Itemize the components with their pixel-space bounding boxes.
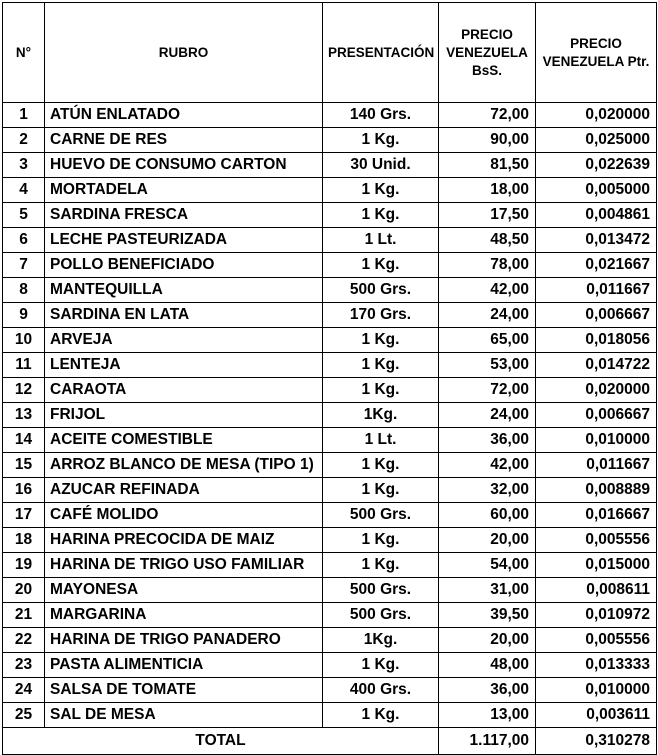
row-rubro: SARDINA EN LATA — [45, 303, 323, 328]
row-presentacion: 1Kg. — [323, 628, 439, 653]
table-row — [3, 703, 657, 728]
header-precio-bs-line2: VENEZUELA — [446, 44, 528, 60]
table-row — [3, 553, 657, 578]
row-precio-ptr: 0,010000 — [536, 428, 657, 453]
header-rubro: RUBRO — [45, 3, 323, 103]
total-row — [3, 728, 657, 755]
table-row — [3, 578, 657, 603]
row-rubro: HUEVO DE CONSUMO CARTON — [45, 153, 323, 178]
row-precio-ptr: 0,011667 — [536, 453, 657, 478]
row-precio-bs: 17,50 — [439, 203, 536, 228]
table-body — [3, 103, 657, 728]
row-rubro: MANTEQUILLA — [45, 278, 323, 303]
row-rubro: SARDINA FRESCA — [45, 203, 323, 228]
row-precio-bs: 72,00 — [439, 378, 536, 403]
row-rubro: LENTEJA — [45, 353, 323, 378]
row-presentacion: 1 Kg. — [323, 328, 439, 353]
row-precio-bs: 36,00 — [439, 428, 536, 453]
row-rubro: CARAOTA — [45, 378, 323, 403]
row-num: 21 — [3, 603, 45, 628]
header-presentacion: PRESENTACIÓN — [323, 3, 439, 103]
row-rubro: MORTADELA — [45, 178, 323, 203]
row-precio-ptr: 0,005000 — [536, 178, 657, 203]
table-header — [3, 3, 657, 103]
row-precio-bs: 54,00 — [439, 553, 536, 578]
row-presentacion: 1 Kg. — [323, 253, 439, 278]
table-row — [3, 203, 657, 228]
row-presentacion: 140 Grs. — [323, 103, 439, 128]
row-precio-bs: 53,00 — [439, 353, 536, 378]
row-num: 19 — [3, 553, 45, 578]
row-precio-bs: 78,00 — [439, 253, 536, 278]
row-presentacion: 1 Kg. — [323, 553, 439, 578]
row-precio-bs: 24,00 — [439, 303, 536, 328]
row-rubro: MARGARINA — [45, 603, 323, 628]
row-precio-ptr: 0,006667 — [536, 403, 657, 428]
row-num: 25 — [3, 703, 45, 728]
header-precio-ptr-line2: VENEZUELA Ptr. — [542, 53, 650, 69]
row-num: 20 — [3, 578, 45, 603]
table-row — [3, 403, 657, 428]
row-precio-bs: 48,50 — [439, 228, 536, 253]
row-precio-ptr: 0,015000 — [536, 553, 657, 578]
row-num: 22 — [3, 628, 45, 653]
table-row — [3, 678, 657, 703]
row-precio-ptr: 0,020000 — [536, 378, 657, 403]
row-rubro: SALSA DE TOMATE — [45, 678, 323, 703]
row-rubro: ARVEJA — [45, 328, 323, 353]
row-precio-bs: 32,00 — [439, 478, 536, 503]
table-row — [3, 653, 657, 678]
row-rubro: FRIJOL — [45, 403, 323, 428]
header-precio-bs — [439, 3, 536, 103]
row-precio-bs: 31,00 — [439, 578, 536, 603]
row-num: 11 — [3, 353, 45, 378]
row-presentacion: 500 Grs. — [323, 603, 439, 628]
row-precio-bs: 81,50 — [439, 153, 536, 178]
row-num: 18 — [3, 528, 45, 553]
row-num: 15 — [3, 453, 45, 478]
row-presentacion: 1 Kg. — [323, 203, 439, 228]
row-precio-ptr: 0,010000 — [536, 678, 657, 703]
row-num: 12 — [3, 378, 45, 403]
row-precio-ptr: 0,010972 — [536, 603, 657, 628]
row-presentacion: 1 Kg. — [323, 703, 439, 728]
row-precio-bs: 48,00 — [439, 653, 536, 678]
table-row — [3, 303, 657, 328]
row-precio-ptr: 0,022639 — [536, 153, 657, 178]
row-rubro: LECHE PASTEURIZADA — [45, 228, 323, 253]
row-precio-ptr: 0,013333 — [536, 653, 657, 678]
table-row — [3, 253, 657, 278]
row-num: 6 — [3, 228, 45, 253]
row-num: 1 — [3, 103, 45, 128]
header-precio-ptr-line1: PRECIO — [570, 35, 622, 51]
table-row — [3, 428, 657, 453]
row-rubro: HARINA DE TRIGO PANADERO — [45, 628, 323, 653]
table-row — [3, 453, 657, 478]
row-rubro: HARINA DE TRIGO USO FAMILIAR — [45, 553, 323, 578]
row-precio-bs: 36,00 — [439, 678, 536, 703]
row-rubro: ATÚN ENLATADO — [45, 103, 323, 128]
row-presentacion: 1 Kg. — [323, 178, 439, 203]
row-num: 8 — [3, 278, 45, 303]
table-row — [3, 628, 657, 653]
table-row — [3, 153, 657, 178]
row-precio-bs: 42,00 — [439, 453, 536, 478]
row-precio-bs: 60,00 — [439, 503, 536, 528]
row-rubro: AZUCAR REFINADA — [45, 478, 323, 503]
table-row — [3, 228, 657, 253]
row-num: 7 — [3, 253, 45, 278]
row-num: 17 — [3, 503, 45, 528]
row-num: 14 — [3, 428, 45, 453]
row-presentacion: 30 Unid. — [323, 153, 439, 178]
row-rubro: POLLO BENEFICIADO — [45, 253, 323, 278]
row-precio-ptr: 0,008889 — [536, 478, 657, 503]
row-precio-bs: 72,00 — [439, 103, 536, 128]
row-num: 9 — [3, 303, 45, 328]
table-footer — [3, 728, 657, 755]
row-num: 23 — [3, 653, 45, 678]
row-precio-bs: 90,00 — [439, 128, 536, 153]
table-row — [3, 603, 657, 628]
row-precio-ptr: 0,014722 — [536, 353, 657, 378]
row-rubro: ACEITE COMESTIBLE — [45, 428, 323, 453]
row-rubro: CARNE DE RES — [45, 128, 323, 153]
row-num: 3 — [3, 153, 45, 178]
header-num: N° — [3, 3, 45, 103]
row-presentacion: 1 Kg. — [323, 128, 439, 153]
row-precio-ptr: 0,006667 — [536, 303, 657, 328]
row-presentacion: 1 Kg. — [323, 478, 439, 503]
total-precio-ptr: 0,310278 — [536, 728, 657, 755]
row-presentacion: 1 Kg. — [323, 453, 439, 478]
table-row — [3, 103, 657, 128]
row-rubro: SAL DE MESA — [45, 703, 323, 728]
row-precio-ptr: 0,020000 — [536, 103, 657, 128]
table-row — [3, 178, 657, 203]
row-presentacion: 500 Grs. — [323, 278, 439, 303]
row-precio-ptr: 0,004861 — [536, 203, 657, 228]
row-presentacion: 400 Grs. — [323, 678, 439, 703]
row-presentacion: 1 Lt. — [323, 428, 439, 453]
row-rubro: PASTA ALIMENTICIA — [45, 653, 323, 678]
row-precio-ptr: 0,008611 — [536, 578, 657, 603]
row-num: 5 — [3, 203, 45, 228]
row-precio-bs: 65,00 — [439, 328, 536, 353]
table-row — [3, 378, 657, 403]
row-num: 4 — [3, 178, 45, 203]
row-precio-bs: 42,00 — [439, 278, 536, 303]
row-precio-bs: 18,00 — [439, 178, 536, 203]
row-num: 10 — [3, 328, 45, 353]
row-precio-bs: 24,00 — [439, 403, 536, 428]
row-precio-bs: 39,50 — [439, 603, 536, 628]
row-precio-ptr: 0,025000 — [536, 128, 657, 153]
row-precio-ptr: 0,005556 — [536, 628, 657, 653]
row-precio-ptr: 0,013472 — [536, 228, 657, 253]
price-table — [2, 2, 657, 755]
row-num: 2 — [3, 128, 45, 153]
row-rubro: CAFÉ MOLIDO — [45, 503, 323, 528]
header-precio-ptr — [536, 3, 657, 103]
row-precio-ptr: 0,011667 — [536, 278, 657, 303]
row-precio-ptr: 0,021667 — [536, 253, 657, 278]
row-rubro: HARINA PRECOCIDA DE MAIZ — [45, 528, 323, 553]
table-row — [3, 128, 657, 153]
row-precio-ptr: 0,016667 — [536, 503, 657, 528]
row-presentacion: 500 Grs. — [323, 503, 439, 528]
row-presentacion: 1 Kg. — [323, 653, 439, 678]
row-presentacion: 500 Grs. — [323, 578, 439, 603]
header-row — [3, 3, 657, 103]
row-presentacion: 1Kg. — [323, 403, 439, 428]
row-precio-bs: 20,00 — [439, 528, 536, 553]
row-precio-ptr: 0,005556 — [536, 528, 657, 553]
table-row — [3, 503, 657, 528]
row-precio-bs: 20,00 — [439, 628, 536, 653]
row-presentacion: 1 Lt. — [323, 228, 439, 253]
row-precio-ptr: 0,018056 — [536, 328, 657, 353]
table-row — [3, 478, 657, 503]
header-precio-bs-line1: PRECIO — [461, 26, 513, 42]
total-label: TOTAL — [3, 728, 439, 755]
table-row — [3, 278, 657, 303]
total-precio-bs: 1.117,00 — [439, 728, 536, 755]
row-precio-bs: 13,00 — [439, 703, 536, 728]
row-presentacion: 170 Grs. — [323, 303, 439, 328]
row-num: 13 — [3, 403, 45, 428]
table-row — [3, 528, 657, 553]
row-rubro: MAYONESA — [45, 578, 323, 603]
row-presentacion: 1 Kg. — [323, 528, 439, 553]
header-precio-bs-line3: BsS. — [471, 62, 502, 78]
row-num: 24 — [3, 678, 45, 703]
row-num: 16 — [3, 478, 45, 503]
row-precio-ptr: 0,003611 — [536, 703, 657, 728]
table-row — [3, 353, 657, 378]
table-row — [3, 328, 657, 353]
row-presentacion: 1 Kg. — [323, 378, 439, 403]
row-rubro: ARROZ BLANCO DE MESA (TIPO 1) — [45, 453, 323, 478]
row-presentacion: 1 Kg. — [323, 353, 439, 378]
